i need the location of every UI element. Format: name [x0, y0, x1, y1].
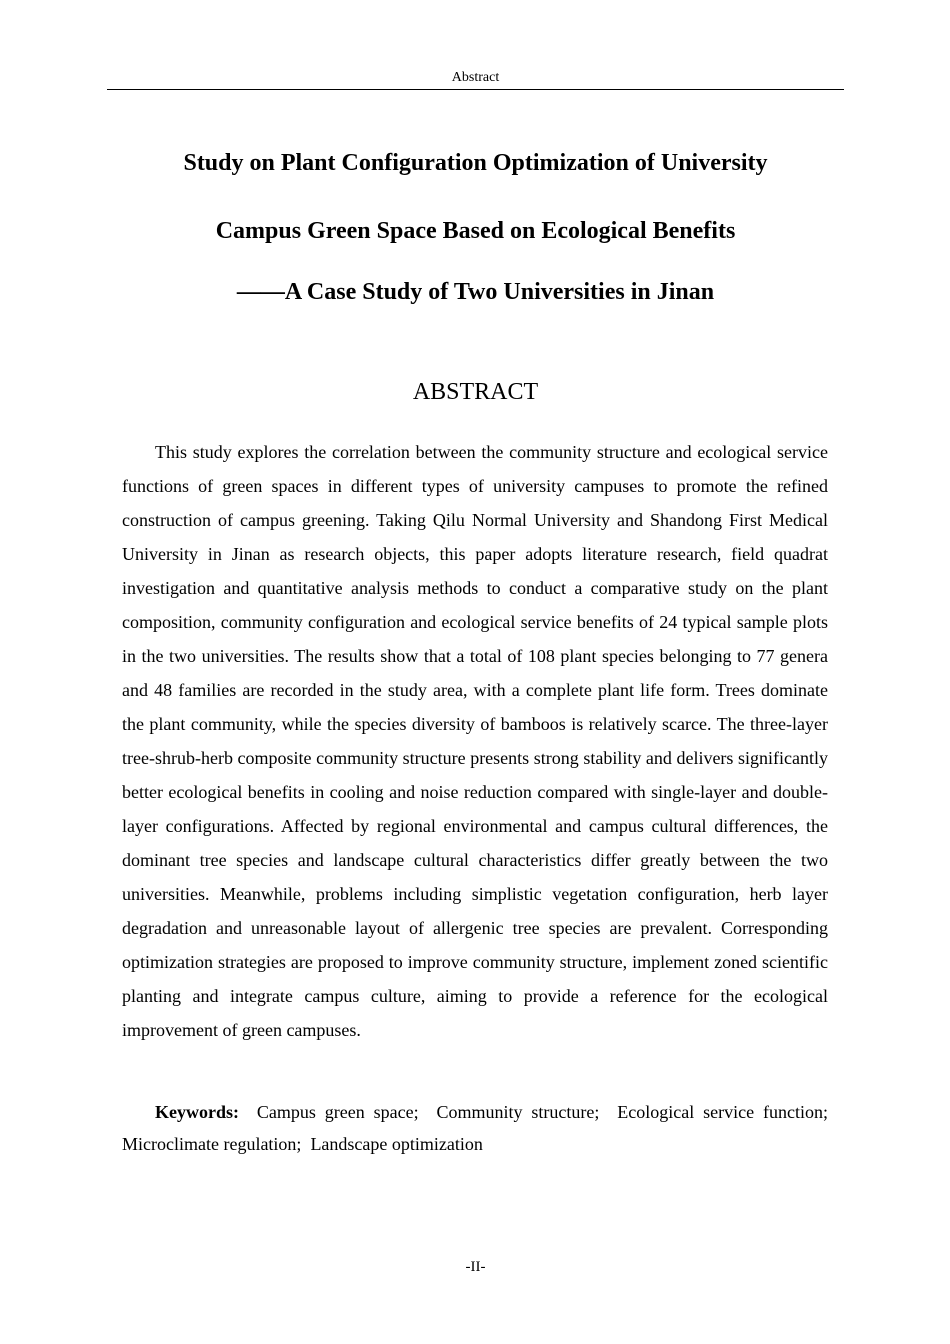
keywords-label: Keywords:	[155, 1102, 239, 1122]
title-line-2: Campus Green Space Based on Ecological Benefits	[215, 218, 736, 244]
title-line-1: Study on Plant Configuration Optimization of University	[183, 150, 768, 176]
abstract-body: This study explores the correlation between the community structure and ecological service functions of green spaces in different types of university campuses to promote the refined construction of campus greening. Taking Qilu Normal University and Shandong First Medical University in Jinan as research objects, this paper adopts literature research, field quadrat investigation and quantitative analysis methods to conduct a comparative study on the plant composition, community configuration and ecological service benefits of 24 typical sample plots in the two universities. The results show that a total of 108 plant species belonging to 77 genera and 48 families are recorded in the study area, with a complete plant life form. Trees dominate the plant community, while the species diversity of bamboos is relatively scarce. The three-layer tree-shrub-herb composite community structure presents strong stability and delivers significantly better ecological benefits in cooling and noise reduction compared with single-layer and double-layer configurations. Affected by regional environmental and campus cultural differences, the dominant tree species and landscape cultural characteristics differ greatly between the two universities. Meanwhile, problems including simplistic vegetation configuration, herb layer degradation and unreasonable layout of allergenic tree species are prevalent. Corresponding optimization strategies are proposed to improve community structure, implement zoned scientific planting and integrate campus culture, aiming to provide a reference for the ecological improvement of green campuses.	[122, 442, 828, 1040]
header-rule	[107, 89, 844, 90]
keyword-item: Campus green space;	[256, 1102, 419, 1122]
page-number: -II-	[465, 1259, 486, 1275]
keywords-paragraph	[122, 1096, 828, 1160]
keyword-item: Landscape optimization	[310, 1134, 483, 1154]
running-header: Abstract	[451, 70, 500, 85]
keyword-item: Microclimate regulation;	[122, 1134, 302, 1154]
keyword-item: Ecological service function;	[617, 1102, 828, 1122]
abstract-heading: ABSTRACT	[412, 379, 539, 405]
title-line-3: ——A Case Study of Two Universities in Jinan	[236, 279, 715, 305]
keyword-item: Community structure;	[436, 1102, 600, 1122]
